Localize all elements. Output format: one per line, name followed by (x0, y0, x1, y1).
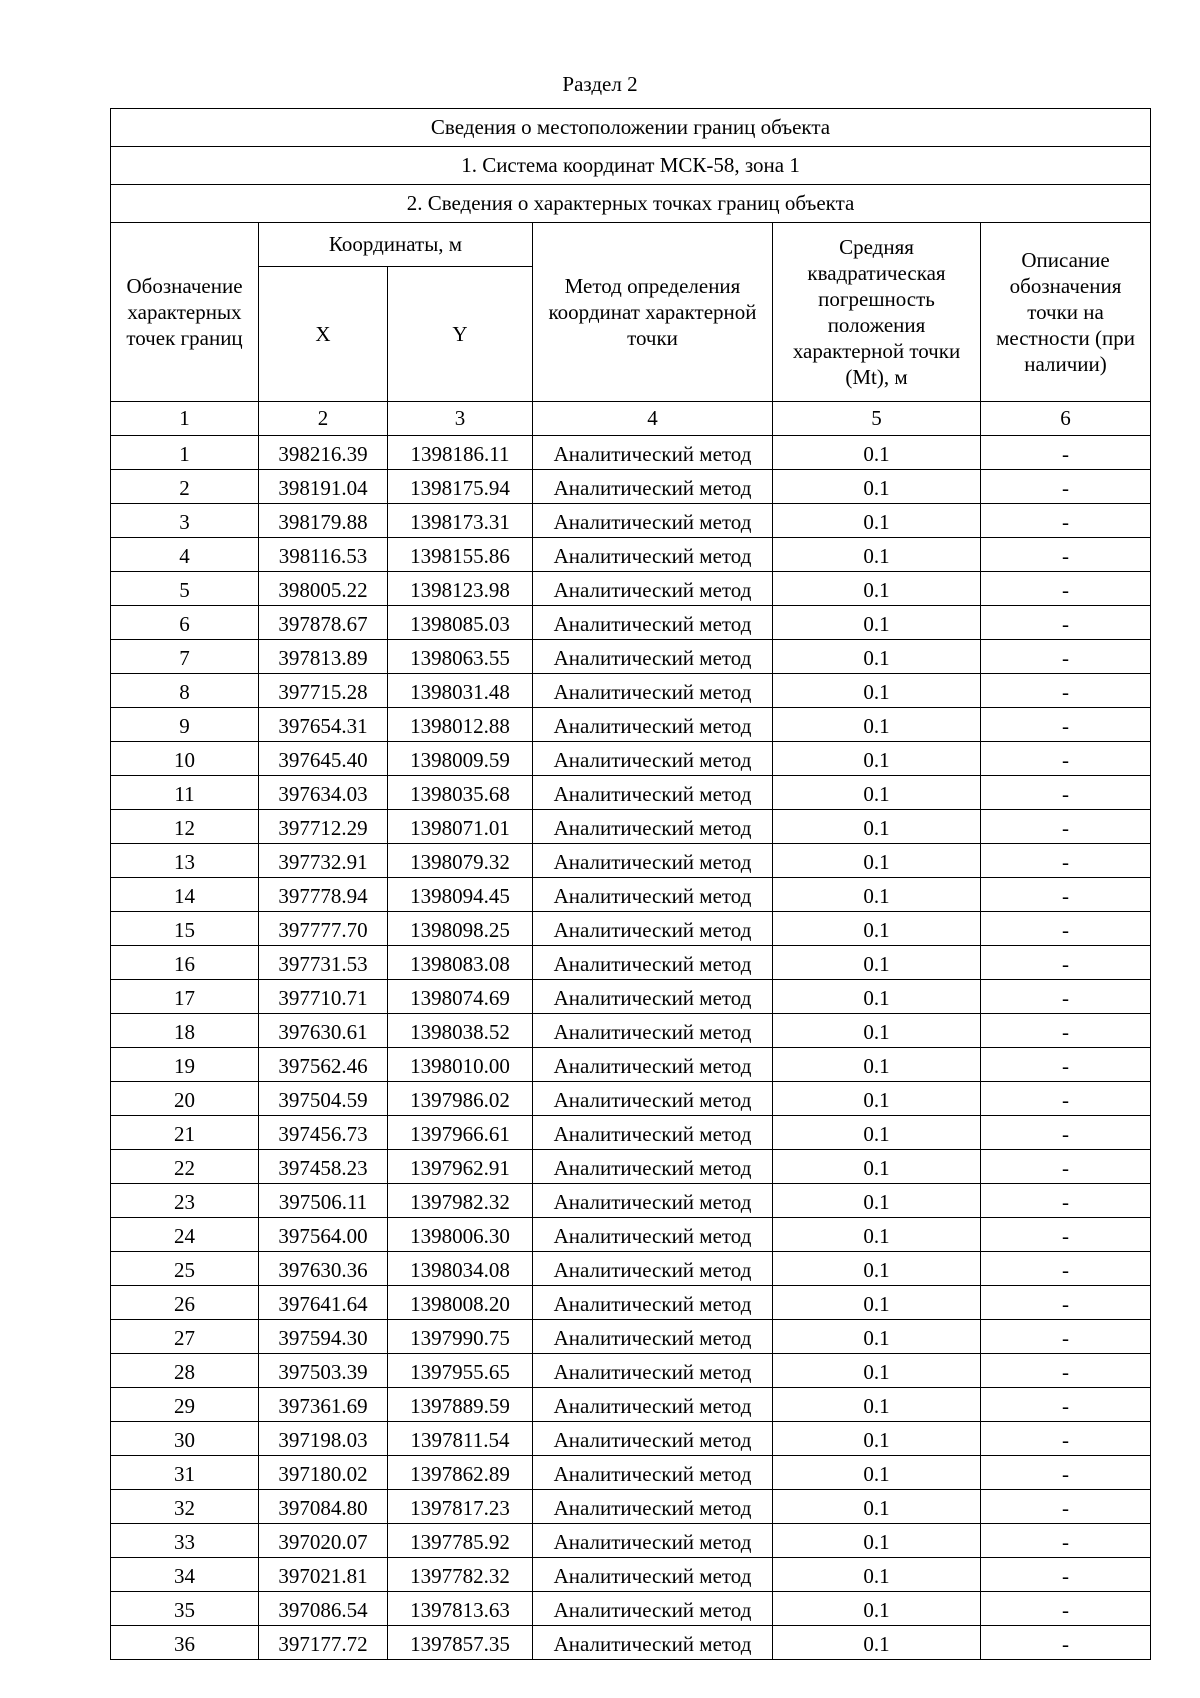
y-coordinate-cell: 1397857.35 (388, 1626, 533, 1660)
error-cell: 0.1 (773, 878, 981, 912)
description-cell: - (981, 878, 1151, 912)
error-cell: 0.1 (773, 470, 981, 504)
point-number-cell: 21 (111, 1116, 259, 1150)
y-coordinate-cell: 1398006.30 (388, 1218, 533, 1252)
description-cell: - (981, 912, 1151, 946)
x-coordinate-cell: 397020.07 (259, 1524, 388, 1558)
error-cell: 0.1 (773, 1252, 981, 1286)
description-cell: - (981, 1422, 1151, 1456)
point-number-cell: 35 (111, 1592, 259, 1626)
col-number: 4 (533, 402, 773, 436)
method-cell: Аналитический метод (533, 1184, 773, 1218)
description-cell: - (981, 708, 1151, 742)
point-number-cell: 17 (111, 980, 259, 1014)
y-coordinate-cell: 1397782.32 (388, 1558, 533, 1592)
error-cell: 0.1 (773, 980, 981, 1014)
point-number-cell: 20 (111, 1082, 259, 1116)
error-cell: 0.1 (773, 1490, 981, 1524)
point-number-cell: 16 (111, 946, 259, 980)
table-row (111, 470, 1151, 504)
y-coordinate-cell: 1398008.20 (388, 1286, 533, 1320)
y-coordinate-cell: 1398098.25 (388, 912, 533, 946)
table-row (111, 504, 1151, 538)
description-cell: - (981, 1184, 1151, 1218)
point-number-cell: 29 (111, 1388, 259, 1422)
error-cell: 0.1 (773, 708, 981, 742)
y-coordinate-cell: 1398094.45 (388, 878, 533, 912)
method-cell: Аналитический метод (533, 1320, 773, 1354)
y-coordinate-cell: 1397813.63 (388, 1592, 533, 1626)
x-coordinate-cell: 397878.67 (259, 606, 388, 640)
x-coordinate-cell: 397630.61 (259, 1014, 388, 1048)
y-coordinate-cell: 1398063.55 (388, 640, 533, 674)
boundary-points-table (110, 108, 1151, 1660)
point-number-cell: 23 (111, 1184, 259, 1218)
col-header-description: Описание обозначения точки на местности (при наличии) (981, 223, 1151, 402)
table-row (111, 708, 1151, 742)
y-coordinate-cell: 1398009.59 (388, 742, 533, 776)
col-header-designation: Обозначение характерных точек границ (111, 223, 259, 402)
table-row (111, 1558, 1151, 1592)
col-header-method: Метод определения координат характерной точки (533, 223, 773, 402)
error-cell: 0.1 (773, 606, 981, 640)
description-cell: - (981, 810, 1151, 844)
point-number-cell: 5 (111, 572, 259, 606)
y-coordinate-cell: 1398173.31 (388, 504, 533, 538)
method-cell: Аналитический метод (533, 912, 773, 946)
description-cell: - (981, 1218, 1151, 1252)
description-cell: - (981, 1150, 1151, 1184)
y-coordinate-cell: 1397955.65 (388, 1354, 533, 1388)
y-coordinate-cell: 1397962.91 (388, 1150, 533, 1184)
error-cell: 0.1 (773, 912, 981, 946)
description-cell: - (981, 640, 1151, 674)
error-cell: 0.1 (773, 844, 981, 878)
error-cell: 0.1 (773, 1456, 981, 1490)
y-coordinate-cell: 1398085.03 (388, 606, 533, 640)
point-number-cell: 9 (111, 708, 259, 742)
y-coordinate-cell: 1397862.89 (388, 1456, 533, 1490)
y-coordinate-cell: 1398079.32 (388, 844, 533, 878)
error-cell: 0.1 (773, 1354, 981, 1388)
error-cell: 0.1 (773, 1184, 981, 1218)
x-coordinate-cell: 397086.54 (259, 1592, 388, 1626)
x-coordinate-cell: 397715.28 (259, 674, 388, 708)
method-cell: Аналитический метод (533, 776, 773, 810)
y-coordinate-cell: 1398038.52 (388, 1014, 533, 1048)
description-cell: - (981, 504, 1151, 538)
point-number-cell: 3 (111, 504, 259, 538)
point-number-cell: 15 (111, 912, 259, 946)
point-number-cell: 28 (111, 1354, 259, 1388)
description-cell: - (981, 1320, 1151, 1354)
table-row (111, 1218, 1151, 1252)
point-number-cell: 36 (111, 1626, 259, 1660)
x-coordinate-cell: 398179.88 (259, 504, 388, 538)
method-cell: Аналитический метод (533, 1422, 773, 1456)
table-row (111, 1490, 1151, 1524)
x-coordinate-cell: 397630.36 (259, 1252, 388, 1286)
method-cell: Аналитический метод (533, 708, 773, 742)
method-cell: Аналитический метод (533, 1218, 773, 1252)
description-cell: - (981, 1116, 1151, 1150)
x-coordinate-cell: 397198.03 (259, 1422, 388, 1456)
x-coordinate-cell: 397777.70 (259, 912, 388, 946)
description-cell: - (981, 1252, 1151, 1286)
x-coordinate-cell: 397645.40 (259, 742, 388, 776)
description-cell: - (981, 572, 1151, 606)
point-number-cell: 27 (111, 1320, 259, 1354)
table-row (111, 640, 1151, 674)
error-cell: 0.1 (773, 674, 981, 708)
method-cell: Аналитический метод (533, 1048, 773, 1082)
method-cell: Аналитический метод (533, 1456, 773, 1490)
table-row (111, 436, 1151, 470)
description-cell: - (981, 980, 1151, 1014)
description-cell: - (981, 470, 1151, 504)
method-cell: Аналитический метод (533, 1626, 773, 1660)
method-cell: Аналитический метод (533, 810, 773, 844)
error-cell: 0.1 (773, 1388, 981, 1422)
method-cell: Аналитический метод (533, 436, 773, 470)
table-row (111, 1592, 1151, 1626)
error-cell: 0.1 (773, 1626, 981, 1660)
method-cell: Аналитический метод (533, 1388, 773, 1422)
y-coordinate-cell: 1398155.86 (388, 538, 533, 572)
method-cell: Аналитический метод (533, 946, 773, 980)
table-row (111, 844, 1151, 878)
points-title: 2. Сведения о характерных точках границ объекта (111, 185, 1151, 223)
error-cell: 0.1 (773, 640, 981, 674)
x-coordinate-cell: 397084.80 (259, 1490, 388, 1524)
x-coordinate-cell: 397504.59 (259, 1082, 388, 1116)
table-row (111, 946, 1151, 980)
description-cell: - (981, 1014, 1151, 1048)
error-cell: 0.1 (773, 1150, 981, 1184)
table-row (111, 980, 1151, 1014)
x-coordinate-cell: 397813.89 (259, 640, 388, 674)
table-row (111, 1116, 1151, 1150)
point-number-cell: 7 (111, 640, 259, 674)
method-cell: Аналитический метод (533, 1558, 773, 1592)
col-number: 6 (981, 402, 1151, 436)
y-coordinate-cell: 1398071.01 (388, 810, 533, 844)
x-coordinate-cell: 397732.91 (259, 844, 388, 878)
y-coordinate-cell: 1398175.94 (388, 470, 533, 504)
table-row (111, 878, 1151, 912)
point-number-cell: 22 (111, 1150, 259, 1184)
section-title: Раздел 2 (562, 72, 638, 96)
table-row (111, 674, 1151, 708)
x-coordinate-cell: 398005.22 (259, 572, 388, 606)
error-cell: 0.1 (773, 1218, 981, 1252)
method-cell: Аналитический метод (533, 878, 773, 912)
description-cell: - (981, 1626, 1151, 1660)
col-number: 5 (773, 402, 981, 436)
error-cell: 0.1 (773, 1592, 981, 1626)
description-cell: - (981, 1558, 1151, 1592)
description-cell: - (981, 1082, 1151, 1116)
y-coordinate-cell: 1398123.98 (388, 572, 533, 606)
error-cell: 0.1 (773, 742, 981, 776)
x-coordinate-cell: 397731.53 (259, 946, 388, 980)
description-cell: - (981, 674, 1151, 708)
y-coordinate-cell: 1397982.32 (388, 1184, 533, 1218)
description-cell: - (981, 1048, 1151, 1082)
x-coordinate-cell: 397712.29 (259, 810, 388, 844)
method-cell: Аналитический метод (533, 1490, 773, 1524)
coordinate-system: 1. Система координат МСК-58, зона 1 (111, 147, 1151, 185)
point-number-cell: 1 (111, 436, 259, 470)
point-number-cell: 8 (111, 674, 259, 708)
point-number-cell: 33 (111, 1524, 259, 1558)
x-coordinate-cell: 398191.04 (259, 470, 388, 504)
y-coordinate-cell: 1398034.08 (388, 1252, 533, 1286)
y-coordinate-cell: 1397817.23 (388, 1490, 533, 1524)
x-coordinate-cell: 397177.72 (259, 1626, 388, 1660)
error-cell: 0.1 (773, 1082, 981, 1116)
x-coordinate-cell: 397021.81 (259, 1558, 388, 1592)
y-coordinate-cell: 1398186.11 (388, 436, 533, 470)
table-row (111, 1320, 1151, 1354)
x-coordinate-cell: 397710.71 (259, 980, 388, 1014)
error-cell: 0.1 (773, 1286, 981, 1320)
x-coordinate-cell: 397458.23 (259, 1150, 388, 1184)
description-cell: - (981, 946, 1151, 980)
method-cell: Аналитический метод (533, 1116, 773, 1150)
method-cell: Аналитический метод (533, 742, 773, 776)
x-coordinate-cell: 397634.03 (259, 776, 388, 810)
y-coordinate-cell: 1397811.54 (388, 1422, 533, 1456)
method-cell: Аналитический метод (533, 504, 773, 538)
y-coordinate-cell: 1397785.92 (388, 1524, 533, 1558)
table-row (111, 742, 1151, 776)
point-number-cell: 11 (111, 776, 259, 810)
description-cell: - (981, 742, 1151, 776)
method-cell: Аналитический метод (533, 980, 773, 1014)
point-number-cell: 34 (111, 1558, 259, 1592)
point-number-cell: 32 (111, 1490, 259, 1524)
method-cell: Аналитический метод (533, 1252, 773, 1286)
point-number-cell: 18 (111, 1014, 259, 1048)
y-coordinate-cell: 1398012.88 (388, 708, 533, 742)
error-cell: 0.1 (773, 1116, 981, 1150)
x-coordinate-cell: 397594.30 (259, 1320, 388, 1354)
y-coordinate-cell: 1397889.59 (388, 1388, 533, 1422)
description-cell: - (981, 1490, 1151, 1524)
description-cell: - (981, 606, 1151, 640)
method-cell: Аналитический метод (533, 1592, 773, 1626)
x-coordinate-cell: 397506.11 (259, 1184, 388, 1218)
description-cell: - (981, 776, 1151, 810)
col-header-coordinates: Координаты, м (259, 223, 533, 267)
table-row (111, 776, 1151, 810)
method-cell: Аналитический метод (533, 1354, 773, 1388)
method-cell: Аналитический метод (533, 606, 773, 640)
col-number: 3 (388, 402, 533, 436)
point-number-cell: 19 (111, 1048, 259, 1082)
error-cell: 0.1 (773, 1048, 981, 1082)
error-cell: 0.1 (773, 504, 981, 538)
x-coordinate-cell: 397361.69 (259, 1388, 388, 1422)
description-cell: - (981, 436, 1151, 470)
method-cell: Аналитический метод (533, 1014, 773, 1048)
table-row (111, 912, 1151, 946)
table-row (111, 538, 1151, 572)
table-row (111, 1456, 1151, 1490)
table-row (111, 1014, 1151, 1048)
method-cell: Аналитический метод (533, 844, 773, 878)
error-cell: 0.1 (773, 946, 981, 980)
point-number-cell: 6 (111, 606, 259, 640)
point-number-cell: 26 (111, 1286, 259, 1320)
description-cell: - (981, 1354, 1151, 1388)
x-coordinate-cell: 397654.31 (259, 708, 388, 742)
x-coordinate-cell: 397562.46 (259, 1048, 388, 1082)
method-cell: Аналитический метод (533, 1082, 773, 1116)
x-coordinate-cell: 397564.00 (259, 1218, 388, 1252)
error-cell: 0.1 (773, 538, 981, 572)
description-cell: - (981, 844, 1151, 878)
table-row (111, 1626, 1151, 1660)
y-coordinate-cell: 1397990.75 (388, 1320, 533, 1354)
col-header-x: X (259, 267, 388, 402)
table-row (111, 572, 1151, 606)
table-row (111, 1150, 1151, 1184)
description-cell: - (981, 538, 1151, 572)
x-coordinate-cell: 397180.02 (259, 1456, 388, 1490)
y-coordinate-cell: 1398031.48 (388, 674, 533, 708)
point-number-cell: 14 (111, 878, 259, 912)
x-coordinate-cell: 397456.73 (259, 1116, 388, 1150)
description-cell: - (981, 1524, 1151, 1558)
table-row (111, 1252, 1151, 1286)
table-row (111, 1388, 1151, 1422)
description-cell: - (981, 1456, 1151, 1490)
table-row (111, 1184, 1151, 1218)
method-cell: Аналитический метод (533, 572, 773, 606)
error-cell: 0.1 (773, 810, 981, 844)
x-coordinate-cell: 397641.64 (259, 1286, 388, 1320)
point-number-cell: 12 (111, 810, 259, 844)
description-cell: - (981, 1286, 1151, 1320)
error-cell: 0.1 (773, 1524, 981, 1558)
point-number-cell: 2 (111, 470, 259, 504)
y-coordinate-cell: 1398074.69 (388, 980, 533, 1014)
table-row (111, 1354, 1151, 1388)
error-cell: 0.1 (773, 1558, 981, 1592)
point-number-cell: 24 (111, 1218, 259, 1252)
table-row (111, 1048, 1151, 1082)
method-cell: Аналитический метод (533, 1150, 773, 1184)
point-number-cell: 30 (111, 1422, 259, 1456)
error-cell: 0.1 (773, 572, 981, 606)
x-coordinate-cell: 398216.39 (259, 436, 388, 470)
table-row (111, 1422, 1151, 1456)
table-row (111, 1082, 1151, 1116)
error-cell: 0.1 (773, 776, 981, 810)
table-title: Сведения о местоположении границ объекта (111, 109, 1151, 147)
y-coordinate-cell: 1398083.08 (388, 946, 533, 980)
x-coordinate-cell: 398116.53 (259, 538, 388, 572)
method-cell: Аналитический метод (533, 640, 773, 674)
description-cell: - (981, 1388, 1151, 1422)
error-cell: 0.1 (773, 436, 981, 470)
description-cell: - (981, 1592, 1151, 1626)
y-coordinate-cell: 1397966.61 (388, 1116, 533, 1150)
table-row (111, 1286, 1151, 1320)
method-cell: Аналитический метод (533, 470, 773, 504)
point-number-cell: 25 (111, 1252, 259, 1286)
error-cell: 0.1 (773, 1320, 981, 1354)
x-coordinate-cell: 397503.39 (259, 1354, 388, 1388)
table-row (111, 1524, 1151, 1558)
col-header-y: Y (388, 267, 533, 402)
col-header-error: Средняя квадратическая погрешность положения характерной точки (Mt), м (773, 223, 981, 402)
method-cell: Аналитический метод (533, 674, 773, 708)
method-cell: Аналитический метод (533, 1524, 773, 1558)
x-coordinate-cell: 397778.94 (259, 878, 388, 912)
y-coordinate-cell: 1398035.68 (388, 776, 533, 810)
error-cell: 0.1 (773, 1014, 981, 1048)
y-coordinate-cell: 1398010.00 (388, 1048, 533, 1082)
point-number-cell: 31 (111, 1456, 259, 1490)
table-row (111, 606, 1151, 640)
col-number: 1 (111, 402, 259, 436)
point-number-cell: 10 (111, 742, 259, 776)
error-cell: 0.1 (773, 1422, 981, 1456)
table-row (111, 810, 1151, 844)
point-number-cell: 4 (111, 538, 259, 572)
y-coordinate-cell: 1397986.02 (388, 1082, 533, 1116)
method-cell: Аналитический метод (533, 538, 773, 572)
col-number: 2 (259, 402, 388, 436)
point-number-cell: 13 (111, 844, 259, 878)
method-cell: Аналитический метод (533, 1286, 773, 1320)
